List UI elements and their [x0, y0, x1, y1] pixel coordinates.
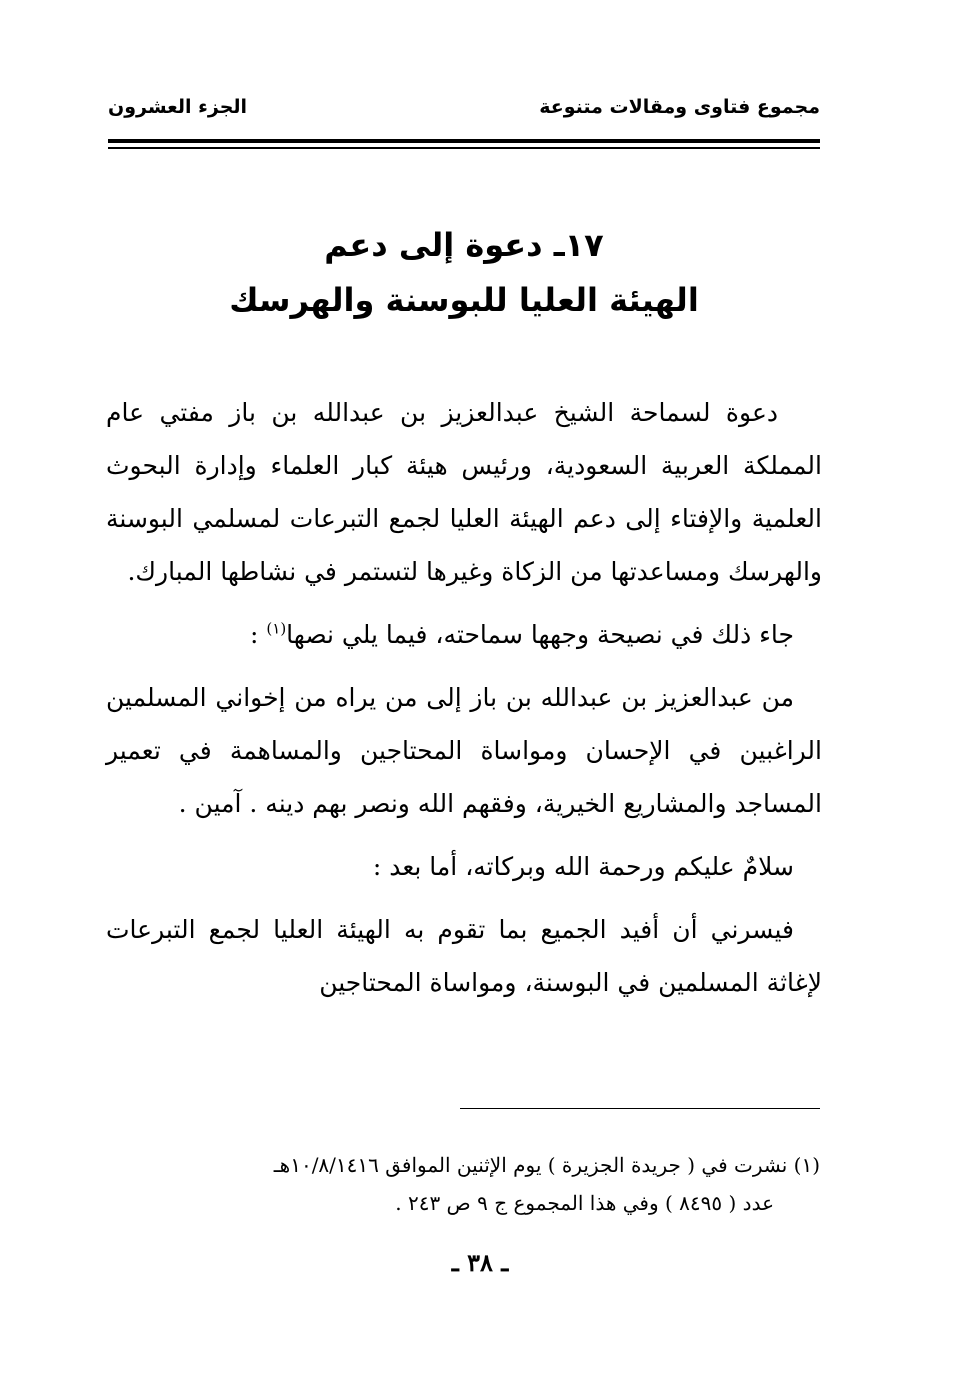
footnote-separator	[460, 1108, 820, 1109]
footnote-reference: (١)	[266, 619, 287, 638]
article-body	[106, 386, 822, 1019]
greeting-paragraph: سلامٌ عليكم ورحمة الله وبركاته، أما بعد :	[372, 852, 794, 881]
main-paragraph: فيسرني أن أفيد الجميع بما تقوم به الهيئة العليا لجمع التبرعات لإغاثة المسلمين في البوسنة، ومواساة المحتاجين	[106, 915, 822, 997]
address-paragraph: من عبدالعزيز بن عبدالله بن باز إلى من يراه من إخواني المسلمين الراغبين في الإحسان ومواساة المحتاجين والمساهمة في تعمير المساجد والمشاريع الخيرية، وفقهم الله ونصر بهم دينه . آمين .	[106, 683, 822, 818]
page-number: ـ ٣٨ ـ	[451, 1248, 509, 1277]
series-title: مجموع فتاوى ومقالات متنوعة	[539, 96, 820, 118]
header-rule-thin	[108, 147, 820, 149]
header-rule-thick	[108, 139, 820, 143]
intro-paragraph: دعوة لسماحة الشيخ عبدالعزيز بن عبدالله بن باز مفتي عام المملكة العربية السعودية، ورئيس هيئة كبار العلماء وإدارة البحوث العلمية والإفتاء إلى دعم الهيئة العليا لجمع التبرعات لمسلمي البوسنة والهرسك ومساعدتها من الزكاة وغيرها لتستمر في نشاطها المبارك.	[106, 398, 822, 586]
footnote	[104, 1146, 820, 1222]
article-title	[108, 218, 820, 328]
footnote-line-2: عدد ( ٨٤٩٥ ) وفي هذا المجموع ج ٩ ص ٢٤٣ .	[395, 1191, 774, 1215]
source-text: جاء ذلك في نصيحة وجهها سماحته، فيما يلي نصها	[286, 620, 794, 649]
source-colon: :	[250, 620, 259, 649]
footnote-line-1: (١) نشرت في ( جريدة الجزيرة ) يوم الإثنين الموافق ١٠/٨/١٤١٦هـ	[273, 1153, 820, 1177]
running-header	[108, 96, 820, 128]
source-paragraph	[106, 608, 822, 661]
title-line-2: الهيئة العليا للبوسنة والهرسك	[229, 281, 699, 319]
title-line-1: ١٧ـ دعوة إلى دعم	[324, 226, 604, 264]
volume-label: الجزء العشرون	[108, 96, 248, 118]
